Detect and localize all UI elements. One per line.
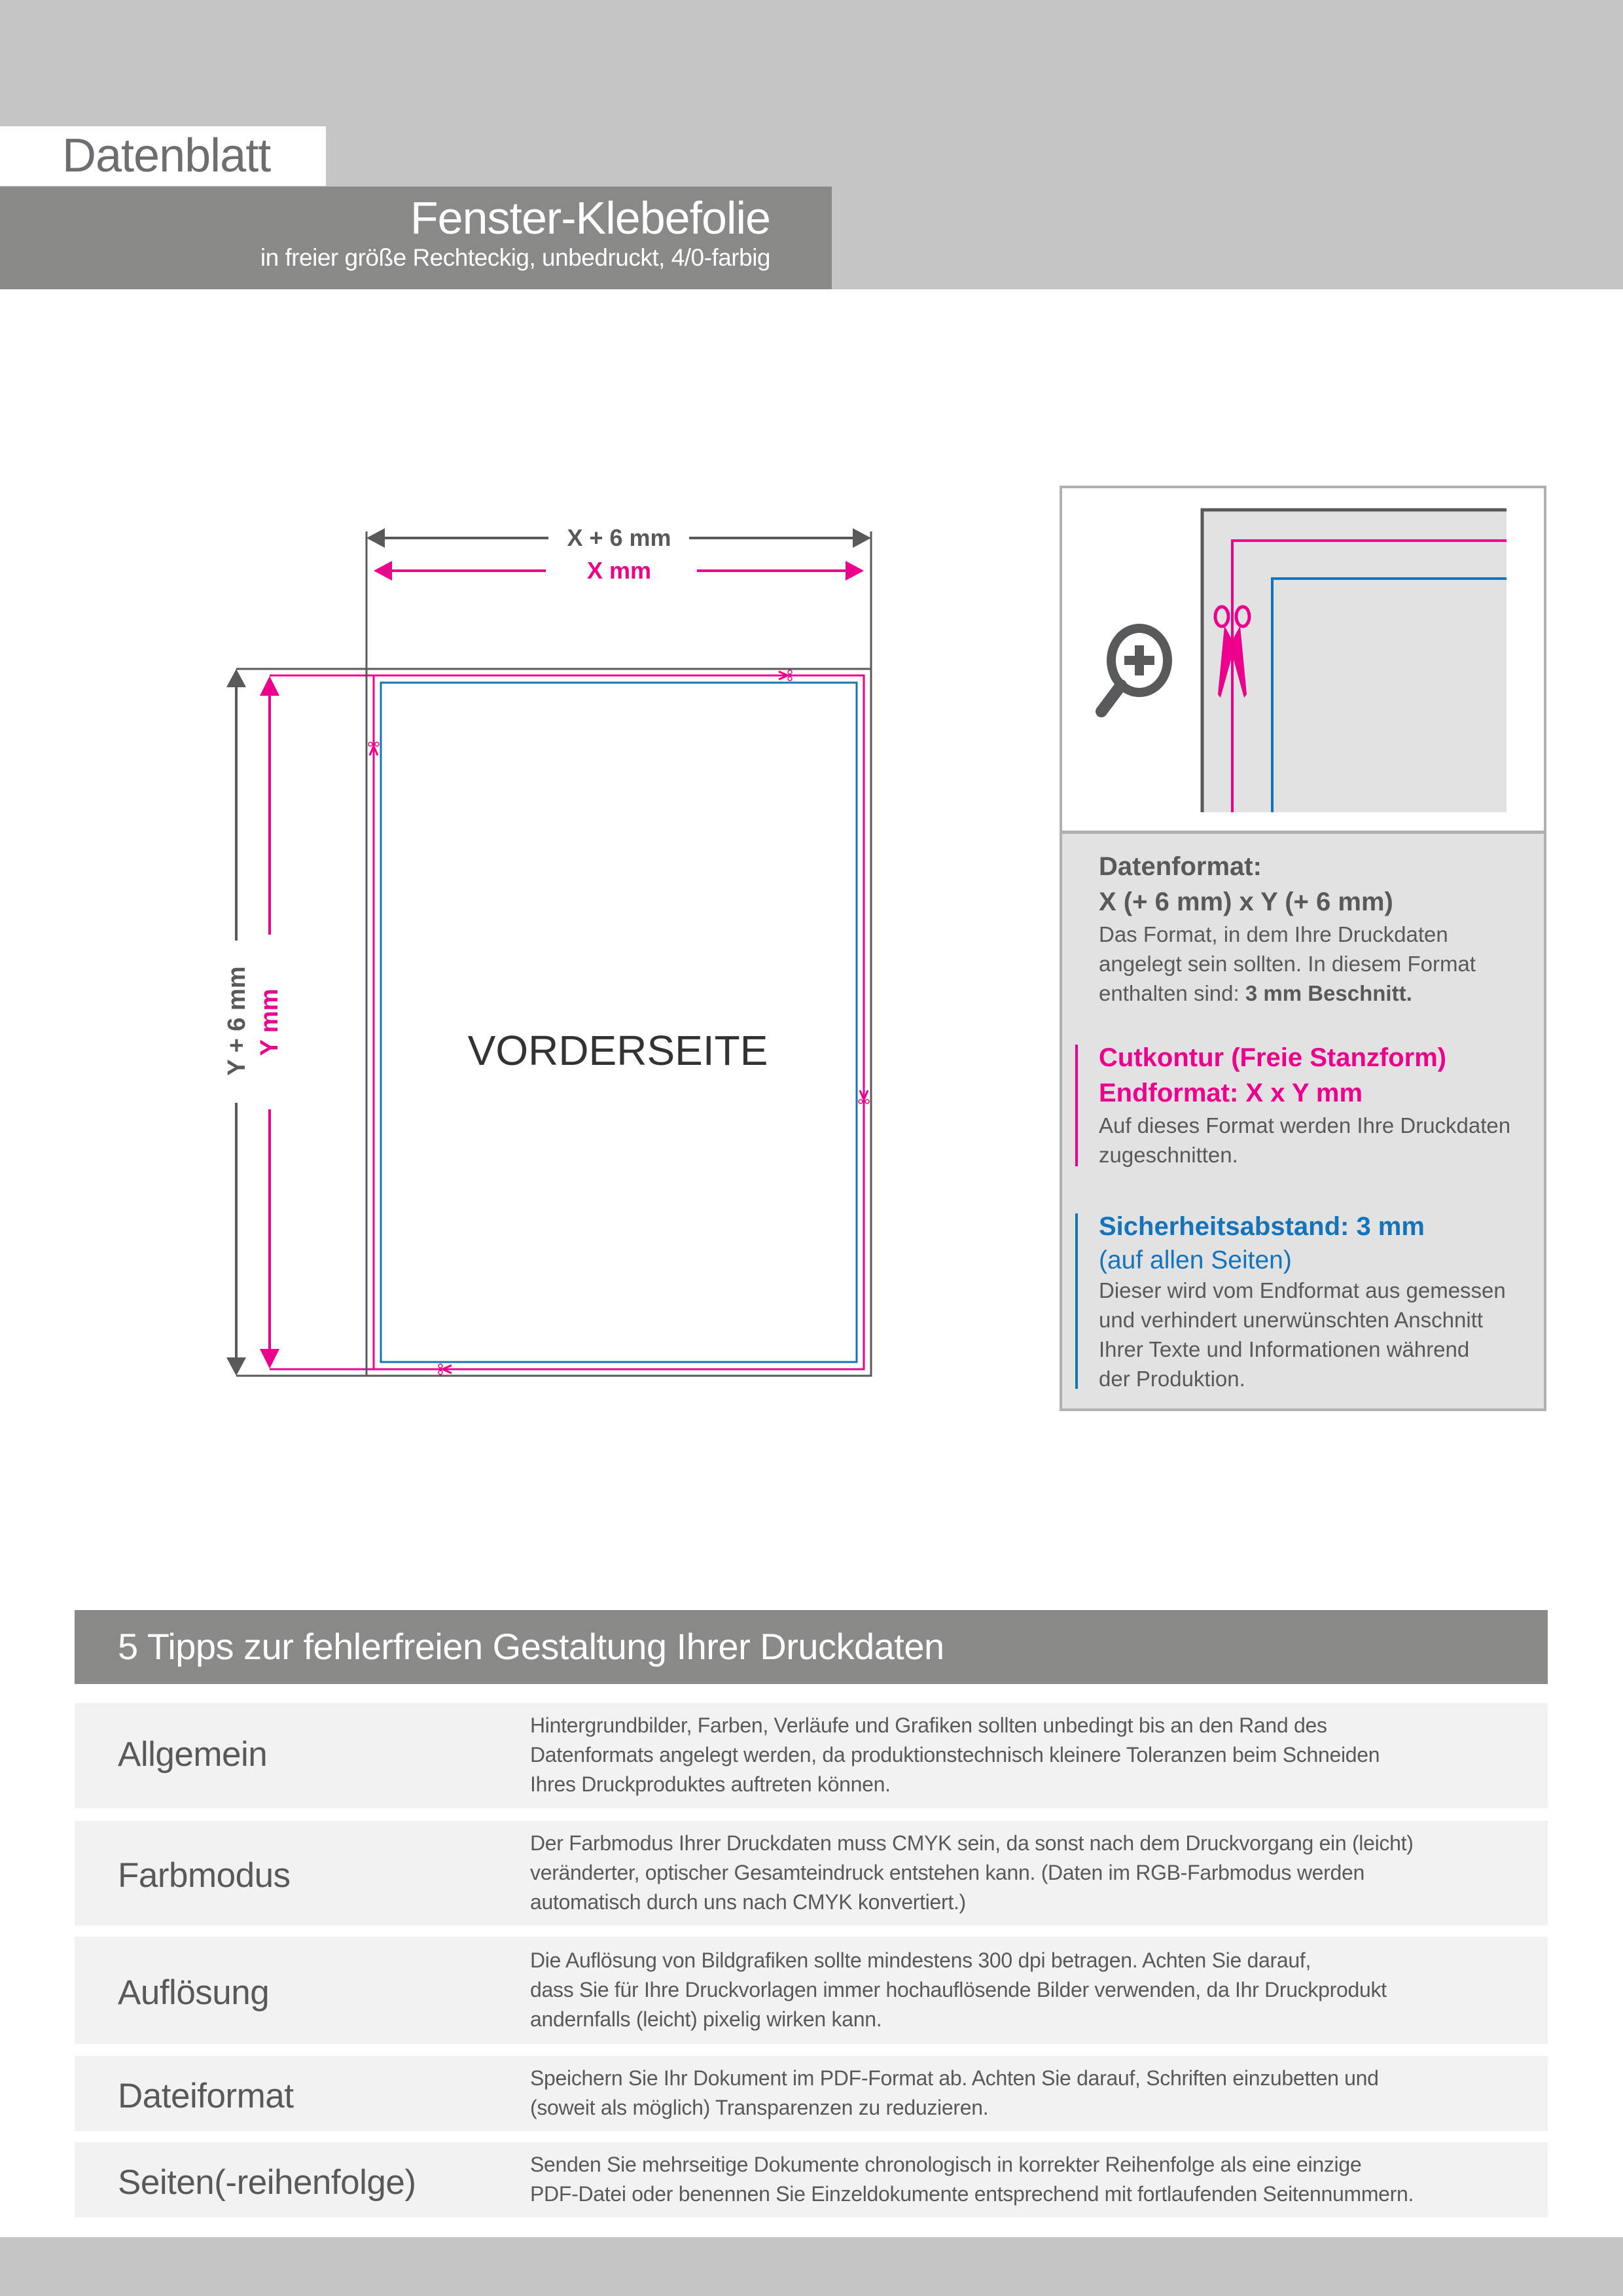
zoom-in-icon xyxy=(1101,628,1168,711)
datenformat-text-prefix: enthalten sind: xyxy=(1099,981,1245,1005)
arrow-icon xyxy=(226,1357,246,1376)
arrow-icon xyxy=(846,561,864,581)
tip-description-line: andernfalls (leicht) pixelig wirken kann. xyxy=(530,2007,882,2031)
cutkontur-heading: Cutkontur (Freie Stanzform) xyxy=(1099,1043,1447,1072)
tip-label: Allgemein xyxy=(118,1735,268,1774)
tip-description xyxy=(530,2150,1538,2209)
endformat-heading: Endformat: X x Y mm xyxy=(1099,1079,1363,1107)
width-bleed-label: X + 6 mm xyxy=(567,524,671,551)
sicherheit-text-line: Dieser wird vom Endformat aus gemessen xyxy=(1099,1278,1506,1302)
scissors-icon xyxy=(368,742,379,755)
sicherheit-accent-bar xyxy=(1075,1213,1078,1389)
zoom-detail-panel xyxy=(1062,488,1544,834)
scissors-icon xyxy=(859,1090,869,1103)
tip-description xyxy=(530,1711,1538,1799)
tip-row-farbmodus xyxy=(75,1821,1548,1926)
tips-title: 5 Tipps zur fehlerfreien Gestaltung Ihrer Druckdaten xyxy=(118,1626,944,1667)
tip-row-dateiformat xyxy=(75,2056,1548,2131)
arrow-icon xyxy=(366,528,385,548)
tip-description-line: Ihres Druckproduktes auftreten können. xyxy=(530,1772,891,1796)
arrow-icon xyxy=(260,676,279,696)
tip-description xyxy=(530,2064,1538,2123)
info-box xyxy=(1060,486,1546,1411)
tip-row-seitenreihenfolge xyxy=(75,2142,1548,2217)
tip-description-line: automatisch durch uns nach CMYK konvertiert.) xyxy=(530,1890,966,1914)
tip-description xyxy=(530,1829,1538,1917)
zoom-detail-illustration xyxy=(1062,488,1544,831)
detail-bleed-area xyxy=(1201,509,1507,812)
footer-band xyxy=(0,2237,1623,2296)
height-final-dimension xyxy=(256,675,374,1369)
height-bleed-label: Y + 6 mm xyxy=(223,966,251,1076)
datenformat-bleed-emphasis: 3 mm Beschnitt. xyxy=(1245,981,1412,1005)
tip-label: Dateiformat xyxy=(118,2077,294,2115)
datenformat-text-line xyxy=(1099,978,1412,1008)
tip-description-line: Speichern Sie Ihr Dokument im PDF-Format ab. Achten Sie darauf, Schriften einzubetten und xyxy=(530,2066,1379,2090)
height-final-label: Y mm xyxy=(256,988,283,1056)
product-title: Fenster-Klebefolie xyxy=(410,192,770,243)
tip-row-aufloesung xyxy=(75,1937,1548,2044)
tip-description-line: Der Farbmodus Ihrer Druckdaten muss CMYK sein, da sonst nach dem Druckvorgang ein (leicht) xyxy=(530,1831,1414,1855)
cutkontur-text-line: zugeschnitten. xyxy=(1099,1143,1238,1167)
product-subtitle: in freier größe Rechteckig, unbedruckt, 4/0-farbig xyxy=(260,244,770,271)
tip-label: Seiten(-reihenfolge) xyxy=(118,2163,416,2202)
tip-description-line: (soweit als möglich) Transparenzen zu reduzieren. xyxy=(530,2096,989,2119)
cut-outline xyxy=(374,675,864,1369)
sicherheit-text-line: Ihrer Texte und Informationen während xyxy=(1099,1337,1470,1361)
tip-description-line: dass Sie für Ihre Druckvorlagen immer hochauflösende Bilder verwenden, da Ihr Druckprodukt xyxy=(530,1978,1387,2001)
cutkontur-accent-bar xyxy=(1075,1045,1078,1166)
width-final-label: X mm xyxy=(586,557,652,584)
tip-description-line: Die Auflösung von Bildgrafiken sollte mindestens 300 dpi betragen. Achten Sie darauf, xyxy=(530,1948,1311,1972)
sicherheit-subheading: (auf allen Seiten) xyxy=(1099,1246,1292,1274)
tip-row-allgemein xyxy=(75,1703,1548,1808)
tip-description-line: Datenformats angelegt werden, da produktionstechnisch kleinere Toleranzen beim Schneiden xyxy=(530,1743,1380,1767)
tip-label: Farbmodus xyxy=(118,1856,291,1895)
width-bleed-dimension xyxy=(366,524,871,669)
height-bleed-dimension xyxy=(223,669,366,1376)
scissors-icon xyxy=(779,670,792,681)
datenformat-heading: Datenformat: xyxy=(1099,852,1262,881)
datenformat-text-line: angelegt sein sollten. In diesem Format xyxy=(1099,952,1476,976)
tip-description-line: PDF-Datei oder benennen Sie Einzeldokumente entsprechend mit fortlaufenden Seitennummern. xyxy=(530,2182,1414,2206)
doc-type-label: Datenblatt xyxy=(62,130,271,182)
safety-outline xyxy=(381,683,857,1362)
arrow-icon xyxy=(260,1349,279,1369)
front-side-label: VORDERSEITE xyxy=(467,1027,768,1074)
sicherheit-text-line: und verhindert unerwünschten Anschnitt xyxy=(1099,1308,1484,1332)
arrow-icon xyxy=(226,669,246,687)
width-final-dimension xyxy=(374,557,864,584)
tip-description-line: Hintergrundbilder, Farben, Verläufe und Grafiken sollten unbedingt bis an den Rand des xyxy=(530,1713,1327,1737)
tip-description xyxy=(530,1946,1538,2034)
scissors-icon xyxy=(438,1364,452,1374)
tip-label: Auflösung xyxy=(118,1973,270,2012)
arrow-icon xyxy=(374,561,392,581)
bleed-outline xyxy=(366,669,871,1376)
sicherheit-text-line: der Produktion. xyxy=(1099,1367,1245,1391)
tip-description-line: veränderter, optischer Gesamteindruck entstehen kann. (Daten im RGB-Farbmodus werden xyxy=(530,1861,1364,1884)
tip-description-line: Senden Sie mehrseitige Dokumente chronologisch in korrekter Reihenfolge als eine einzige xyxy=(530,2153,1362,2176)
arrow-icon xyxy=(853,528,871,548)
datenformat-text-line: Das Format, in dem Ihre Druckdaten xyxy=(1099,922,1448,946)
datenformat-formula: X (+ 6 mm) x Y (+ 6 mm) xyxy=(1099,888,1393,916)
sicherheit-heading: Sicherheitsabstand: 3 mm xyxy=(1099,1212,1425,1241)
cutkontur-text-line: Auf dieses Format werden Ihre Druckdaten xyxy=(1099,1113,1511,1138)
